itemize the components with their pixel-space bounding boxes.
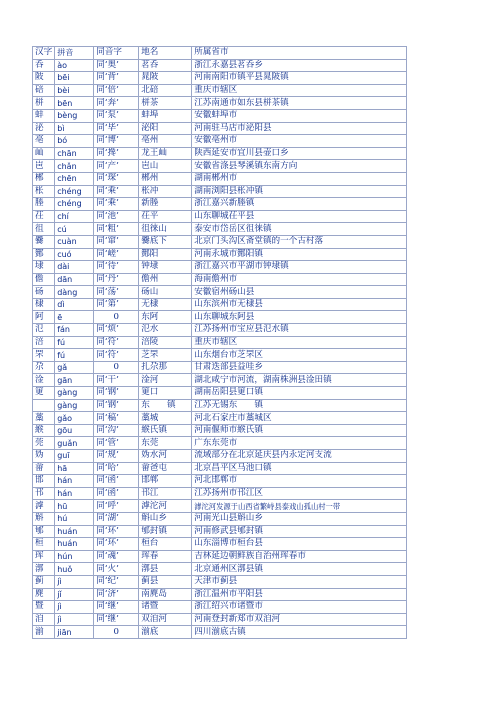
cell-location: 浙江嘉兴市平湖市钟埭镇 (192, 261, 407, 274)
cell-location: 江苏无锡东 镇 (192, 399, 407, 412)
cell-pinyin: gān (55, 374, 94, 387)
table-row (33, 387, 407, 400)
cell-place: 蓟县 (139, 575, 192, 588)
cell-pinyin: gàng (55, 399, 94, 412)
cell-location: 山东烟台市芝罘区 (192, 349, 407, 362)
cell-pinyin: huán (55, 538, 94, 551)
cell-location: 浙江嘉兴新塍镇 (192, 198, 407, 211)
cell-place: 茗呑 (139, 59, 192, 72)
cell-place: 藁城 (139, 412, 192, 425)
cell-char: 棣 (33, 298, 55, 311)
cell-pinyin: ào (55, 59, 94, 72)
cell-pinyin: hún (55, 550, 94, 563)
cell-pinyin: jǐ (55, 588, 94, 601)
cell-pinyin: ē (55, 311, 94, 324)
cell-place: 淦河 (139, 374, 192, 387)
cell-homophone: 同‘毕’ (94, 122, 139, 135)
header-place: 地名 (139, 47, 192, 60)
cell-homophone: 0 (94, 311, 139, 324)
cell-pinyin: dān (55, 273, 94, 286)
cell-pinyin: hán (55, 487, 94, 500)
table-row (33, 72, 407, 85)
cell-place: 酂阳 (139, 248, 192, 261)
table-row (33, 563, 407, 576)
cell-homophone: 同‘函’ (94, 475, 139, 488)
cell-location: 河南偃师市緱氏镇 (192, 424, 407, 437)
cell-location: 重庆市辖区 (192, 84, 407, 97)
cell-location: 安徽亳州市 (192, 135, 407, 148)
table-body (33, 47, 407, 639)
cell-pinyin: hú (55, 512, 94, 525)
table-row (33, 147, 407, 160)
cell-homophone: 同‘丹’ (94, 273, 139, 286)
cell-pinyin: bēn (55, 97, 94, 110)
table-row (33, 286, 407, 299)
cell-char: 莞 (33, 437, 55, 450)
cell-homophone: 同‘函’ (94, 487, 139, 500)
cell-pinyin: dì (55, 298, 94, 311)
cell-place: 双洎河 (139, 613, 192, 626)
cell-location: 北京门头沟区斋堂镇的一个古村落 (192, 235, 407, 248)
cell-location: 甘肃迭部县益哇乡 (192, 361, 407, 374)
cell-char: 畲 (33, 462, 55, 475)
cell-homophone: 同‘环’ (94, 525, 139, 538)
cell-place: 东莞 (139, 437, 192, 450)
cell-homophone: 同‘荡’ (94, 286, 139, 299)
table-row (33, 84, 407, 97)
cell-char: 栟 (33, 97, 55, 110)
cell-homophone: 同‘沟’ (94, 424, 139, 437)
cell-place: 新塍 (139, 198, 192, 211)
cell-homophone: 同‘奥’ (94, 59, 139, 72)
cell-location: 江苏南通市如东县栟茶镇 (192, 97, 407, 110)
cell-place: 茌平 (139, 210, 192, 223)
cell-char: 邯 (33, 475, 55, 488)
cell-homophone: 同‘干’ (94, 374, 139, 387)
cell-place: 湔底 (139, 626, 192, 639)
cell-place: 邗江 (139, 487, 192, 500)
cell-pinyin: huán (55, 525, 94, 538)
cell-char: 涪 (33, 336, 55, 349)
cell-location: 河北石家庄市藁城区 (192, 412, 407, 425)
table-row (33, 412, 407, 425)
cell-char: 邗 (33, 487, 55, 500)
cell-homophone: 同‘符’ (94, 349, 139, 362)
cell-location: 河南登封新郑市双洎河 (192, 613, 407, 626)
table-row (33, 273, 407, 286)
cell-place: 氾水 (139, 324, 192, 337)
cell-location: 湖北咸宁市河流，湖南株洲县淦田镇 (192, 374, 407, 387)
cell-pinyin: bēi (55, 72, 94, 85)
cell-homophone: 同‘背’ (94, 72, 139, 85)
cell-place: 緱氏镇 (139, 424, 192, 437)
cell-pinyin: dài (55, 261, 94, 274)
cell-pinyin: huǒ (55, 563, 94, 576)
cell-homophone: 同‘乘’ (94, 198, 139, 211)
cell-homophone: 同‘火’ (94, 563, 139, 576)
table-row (33, 361, 407, 374)
table-row (33, 324, 407, 337)
cell-location: 浙江绍兴市诸暨市 (192, 601, 407, 614)
cell-pinyin: guī (55, 450, 94, 463)
cell-place: 无棣 (139, 298, 192, 311)
cell-char: 暨 (33, 601, 55, 614)
table-row (33, 198, 407, 211)
cell-char: 酂 (33, 248, 55, 261)
cell-location: 湖南郴州市 (192, 172, 407, 185)
cell-char: 漷 (33, 563, 55, 576)
cell-homophone: 同‘奔’ (94, 97, 139, 110)
cell-homophone: 同‘窜’ (94, 235, 139, 248)
cell-place: 漷县 (139, 563, 192, 576)
cell-place: 扎尕那 (139, 361, 192, 374)
cell-char: 緱 (33, 424, 55, 437)
cell-location: 陕西延安市宜川县壶口乡 (192, 147, 407, 160)
cell-location: 河南驻马店市泌阳县 (192, 122, 407, 135)
cell-homophone: 同‘产’ (94, 160, 139, 173)
cell-place: 诸暨 (139, 601, 192, 614)
table-row (33, 160, 407, 173)
cell-homophone: 0 (94, 361, 139, 374)
cell-location: 山东淄博市桓台县 (192, 538, 407, 551)
cell-pinyin: hā (55, 462, 94, 475)
cell-char: 儋 (33, 273, 55, 286)
cell-char: 淦 (33, 374, 55, 387)
cell-homophone: 同‘乘’ (94, 185, 139, 198)
cell-char (33, 399, 55, 412)
cell-location: 河南南阳市镇平县晁陂镇 (192, 72, 407, 85)
cell-char: 罘 (33, 349, 55, 362)
table-row (33, 298, 407, 311)
cell-char: 茌 (33, 210, 55, 223)
cell-location: 安徽省涤县琴溪镇东南方向 (192, 160, 407, 173)
cell-place: 北碚 (139, 84, 192, 97)
cell-place: 龙王屾 (139, 147, 192, 160)
cell-place: 邯郸 (139, 475, 192, 488)
cell-location: 山东聊城东阿县 (192, 311, 407, 324)
cell-pinyin: bó (55, 135, 94, 148)
place-name-table (32, 46, 407, 639)
cell-location: 重庆市辖区 (192, 336, 407, 349)
cell-place: 筻口 (139, 387, 192, 400)
table-row (33, 97, 407, 110)
cell-char: 桓 (33, 538, 55, 551)
cell-location: 天津市蓟县 (192, 575, 407, 588)
cell-location: 泰安市岱岳区徂徕镇 (192, 223, 407, 236)
cell-location: 浙江永嘉县茗呑乡 (192, 59, 407, 72)
table-row (33, 512, 407, 525)
cell-pinyin: fán (55, 324, 94, 337)
cell-char: 湔 (33, 626, 55, 639)
cell-char: 泌 (33, 122, 55, 135)
cell-pinyin: bèi (55, 84, 94, 97)
cell-pinyin: gōu (55, 424, 94, 437)
table-row (33, 525, 407, 538)
cell-homophone: 同‘嵯’ (94, 248, 139, 261)
cell-pinyin: chéng (55, 198, 94, 211)
cell-homophone: 同‘呼’ (94, 500, 139, 513)
cell-pinyin: guǎn (55, 437, 94, 450)
cell-location: 广东东莞市 (192, 437, 407, 450)
cell-place: 涪陵 (139, 336, 192, 349)
cell-char: 妫 (33, 450, 55, 463)
cell-pinyin: chǎn (55, 160, 94, 173)
cell-homophone: 同‘烦’ (94, 324, 139, 337)
cell-place: 东阿 (139, 311, 192, 324)
table-row (33, 424, 407, 437)
cell-char: 岜 (33, 160, 55, 173)
cell-pinyin: chí (55, 210, 94, 223)
cell-place: 畲爸屯 (139, 462, 192, 475)
cell-homophone: 同‘规’ (94, 450, 139, 463)
cell-char: 尕 (33, 361, 55, 374)
cell-char: 徂 (33, 223, 55, 236)
cell-char: 屾 (33, 147, 55, 160)
table-row (33, 172, 407, 185)
cell-location: 北京昌平区马池口镇 (192, 462, 407, 475)
header-pinyin: 拼音 (55, 47, 94, 60)
table-row (33, 588, 407, 601)
cell-char: 麂 (33, 588, 55, 601)
cell-place: 爨底下 (139, 235, 192, 248)
table-row (33, 349, 407, 362)
cell-location: 山东聊城茌平县 (192, 210, 407, 223)
cell-pinyin: chēn (55, 172, 94, 185)
cell-place: 东 镇 (139, 399, 192, 412)
cell-location: 河南光山县斛山乡 (192, 512, 407, 525)
cell-homophone: 同‘待’ (94, 261, 139, 274)
cell-location: 江苏扬州市邗江区 (192, 487, 407, 500)
cell-pinyin: dàng (55, 286, 94, 299)
table-row (33, 462, 407, 475)
cell-homophone: 同‘泵’ (94, 109, 139, 122)
cell-place: 晁陂 (139, 72, 192, 85)
cell-homophone: 同‘倍’ (94, 84, 139, 97)
table-row (33, 109, 407, 122)
cell-location: 浙江温州市平阳县 (192, 588, 407, 601)
cell-place: 亳州 (139, 135, 192, 148)
cell-location: 山东滨州市无棣县 (192, 298, 407, 311)
cell-char: 陂 (33, 72, 55, 85)
cell-location: 吉林延边朝鲜族自治州珲春市 (192, 550, 407, 563)
cell-homophone: 同‘琛’ (94, 172, 139, 185)
cell-place: 妫水河 (139, 450, 192, 463)
cell-char: 滹 (33, 500, 55, 513)
cell-homophone: 同‘环’ (94, 538, 139, 551)
table-row (33, 185, 407, 198)
cell-char: 氾 (33, 324, 55, 337)
cell-place: 郴州 (139, 172, 192, 185)
cell-pinyin: fú (55, 349, 94, 362)
cell-homophone: 同‘湖’ (94, 512, 139, 525)
cell-homophone: 同‘博’ (94, 135, 139, 148)
header-location: 所属省市 (192, 47, 407, 60)
cell-place: 郇封镇 (139, 525, 192, 538)
cell-location: 河南永城市酂阳镇 (192, 248, 407, 261)
cell-homophone: 同‘继’ (94, 601, 139, 614)
cell-homophone: 同‘稿’ (94, 412, 139, 425)
table-row (33, 248, 407, 261)
cell-homophone: 同‘搀’ (94, 147, 139, 160)
cell-place: 南麂岛 (139, 588, 192, 601)
cell-pinyin: cuó (55, 248, 94, 261)
cell-homophone: 同‘济’ (94, 588, 139, 601)
cell-location: 河北邯郸市 (192, 475, 407, 488)
cell-place: 栟茶 (139, 97, 192, 110)
table-row (33, 135, 407, 148)
table-row (33, 550, 407, 563)
cell-homophone: 同‘符’ (94, 336, 139, 349)
cell-place: 泌阳 (139, 122, 192, 135)
cell-homophone: 0 (94, 626, 139, 639)
header-row (33, 47, 407, 60)
cell-homophone: 同‘管’ (94, 437, 139, 450)
cell-location: 湖南浏阳县枨冲镇 (192, 185, 407, 198)
table-row (33, 311, 407, 324)
table-row (33, 261, 407, 274)
cell-homophone: 同‘钢’ (94, 399, 139, 412)
cell-pinyin: hū (55, 500, 94, 513)
cell-place: 珲春 (139, 550, 192, 563)
cell-location: 河南修武县郇封镇 (192, 525, 407, 538)
cell-char: 珲 (33, 550, 55, 563)
cell-char: 呑 (33, 59, 55, 72)
cell-char: 藁 (33, 412, 55, 425)
cell-location: 海南儋州市 (192, 273, 407, 286)
table-row (33, 475, 407, 488)
table-row (33, 122, 407, 135)
cell-location: 安徽蚌埠市 (192, 109, 407, 122)
cell-char: 碚 (33, 84, 55, 97)
cell-homophone: 同‘第’ (94, 298, 139, 311)
cell-place: 斛山乡 (139, 512, 192, 525)
cell-pinyin: fú (55, 336, 94, 349)
cell-place: 儋州 (139, 273, 192, 286)
cell-pinyin: chéng (55, 185, 94, 198)
table-row (33, 601, 407, 614)
cell-pinyin: gàng (55, 387, 94, 400)
cell-place: 徂徕山 (139, 223, 192, 236)
cell-pinyin: cú (55, 223, 94, 236)
cell-location: 湖南岳阳县筻口镇 (192, 387, 407, 400)
table-row (33, 223, 407, 236)
table-row (33, 59, 407, 72)
cell-char: 爨 (33, 235, 55, 248)
cell-pinyin: jì (55, 601, 94, 614)
cell-pinyin: cuàn (55, 235, 94, 248)
table-row (33, 613, 407, 626)
cell-homophone: 同‘钢’ (94, 387, 139, 400)
table-row (33, 374, 407, 387)
cell-place: 砀山 (139, 286, 192, 299)
cell-char: 阿 (33, 311, 55, 324)
cell-pinyin: bèng (55, 109, 94, 122)
header-homophone: 同音字 (94, 47, 139, 60)
cell-homophone: 同‘魂’ (94, 550, 139, 563)
cell-place: 芝罘 (139, 349, 192, 362)
table-row (33, 626, 407, 639)
cell-homophone: 同‘纪’ (94, 575, 139, 588)
cell-char: 塍 (33, 198, 55, 211)
cell-char: 埭 (33, 261, 55, 274)
cell-pinyin: jì (55, 613, 94, 626)
cell-char: 蚌 (33, 109, 55, 122)
table-row (33, 336, 407, 349)
cell-char: 筻 (33, 387, 55, 400)
table-row (33, 487, 407, 500)
header-char: 汉字 (33, 47, 55, 60)
cell-char: 洎 (33, 613, 55, 626)
cell-location: 北京通州区漷县镇 (192, 563, 407, 576)
cell-homophone: 同‘继’ (94, 613, 139, 626)
cell-char: 郇 (33, 525, 55, 538)
cell-location: 四川湔底古镇 (192, 626, 407, 639)
table-row (33, 575, 407, 588)
table-row (33, 437, 407, 450)
cell-char: 郴 (33, 172, 55, 185)
cell-place: 滹沱河 (139, 500, 192, 513)
cell-char: 亳 (33, 135, 55, 148)
cell-pinyin: jì (55, 575, 94, 588)
cell-location: 滹沱河发源于山西省繁峙县泰戏山孤山村一带 (192, 500, 407, 513)
cell-char: 蓟 (33, 575, 55, 588)
cell-place: 岜山 (139, 160, 192, 173)
table-row (33, 450, 407, 463)
table-row (33, 399, 407, 412)
cell-homophone: 同‘池’ (94, 210, 139, 223)
cell-location: 流域部分在北京延庆县内永定河支流 (192, 450, 407, 463)
cell-pinyin: gǎ (55, 361, 94, 374)
cell-pinyin: gǎo (55, 412, 94, 425)
cell-homophone: 同‘粗’ (94, 223, 139, 236)
table-row (33, 538, 407, 551)
cell-char: 斛 (33, 512, 55, 525)
cell-location: 安徽宿州砀山县 (192, 286, 407, 299)
cell-location: 江苏扬州市宝应县氾水镇 (192, 324, 407, 337)
cell-place: 桓台 (139, 538, 192, 551)
cell-pinyin: chān (55, 147, 94, 160)
cell-place: 蚌埠 (139, 109, 192, 122)
cell-pinyin: hán (55, 475, 94, 488)
table-row (33, 500, 407, 513)
table-row (33, 210, 407, 223)
cell-homophone: 同‘哈’ (94, 462, 139, 475)
cell-pinyin: bì (55, 122, 94, 135)
table-row (33, 235, 407, 248)
cell-char: 枨 (33, 185, 55, 198)
cell-place: 钟埭 (139, 261, 192, 274)
cell-char: 砀 (33, 286, 55, 299)
cell-pinyin: jiān (55, 626, 94, 639)
cell-place: 枨冲 (139, 185, 192, 198)
